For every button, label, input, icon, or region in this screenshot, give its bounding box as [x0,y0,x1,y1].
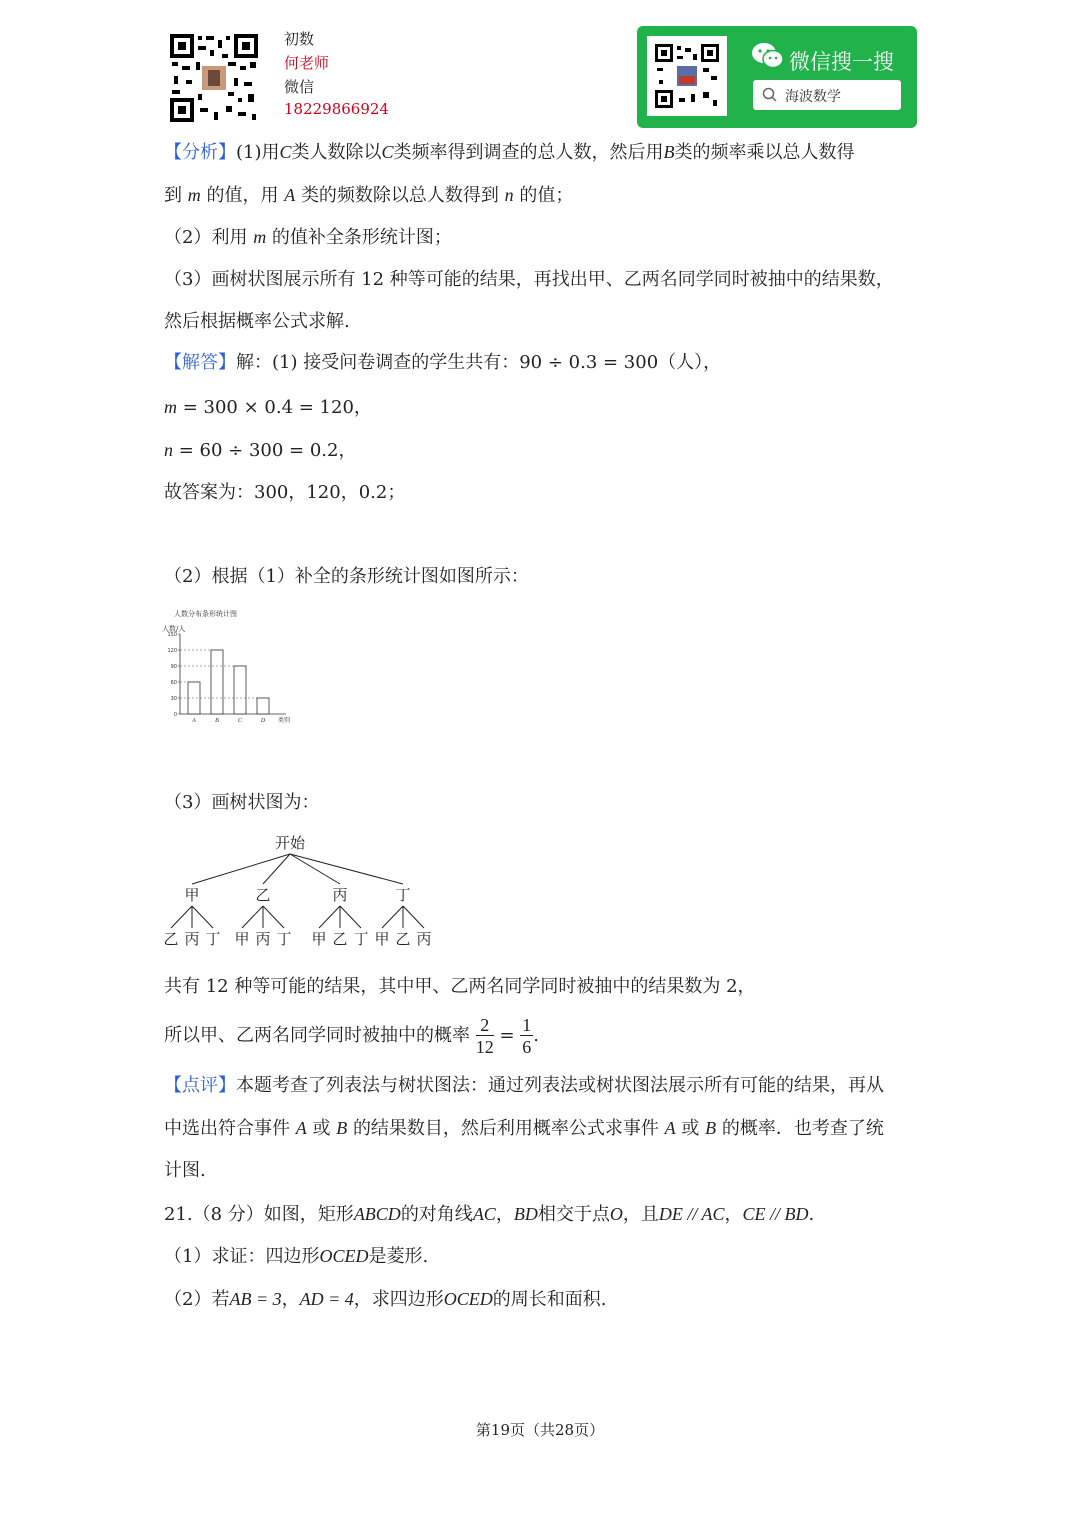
comment-tag: 【点评】 [164,1075,236,1096]
comment-line-3: 计图. [164,1160,206,1181]
text: ， [281,1289,300,1310]
header-label-2: 微信 [284,78,315,96]
answer-line-1 [164,351,721,375]
header-label-1: 初数 [284,30,315,48]
var-b: B [705,1118,717,1138]
bar-B [211,650,223,714]
text: 相交于点 [537,1204,610,1225]
math-ad: AD = 4 [299,1289,354,1309]
tree-node-level2: 乙 [332,930,348,948]
qr-code-image [168,32,260,124]
text: （2）利用 [164,227,248,248]
fraction-2-12 [476,1015,494,1058]
var-n: n [164,440,173,460]
text: 本题考查了列表法与树状图法：通过列表法或树状图法展示所有可能的结果，再从 [236,1075,884,1096]
var-b: B [663,142,675,162]
text: 中选出符合事件 [164,1118,290,1139]
header-teacher: 何老师 [284,54,330,72]
tree-node-level2: 甲 [311,930,327,948]
text: . [808,1204,815,1225]
equals: = [499,1025,515,1046]
page-footer: 第19页（共28页） [475,1421,605,1439]
math-ce-bd: CE // BD [742,1204,809,1224]
tree-node-level2: 丁 [276,930,292,948]
tree-root: 开始 [274,834,306,852]
y-tick-label: 90 [170,664,177,670]
answer-line-8 [164,1012,539,1060]
tree-node-level2: 丙 [184,930,200,948]
text: 到 [164,185,182,206]
tree-branch [290,854,340,884]
tree-node-level2: 丁 [205,930,221,948]
tree-node-level1: 丁 [395,886,411,904]
problem21-line-2 [164,1244,428,1269]
analysis-line-3 [164,225,452,250]
text: （1）求证：四边形 [164,1246,320,1267]
answer-line-3 [164,438,356,463]
chart-title: 人数分布条形统计图 [174,610,237,618]
tree-branch [192,906,213,928]
text: 是菱形. [368,1246,429,1267]
comment-line-1 [164,1074,884,1098]
tree-node-level2: 甲 [234,930,250,948]
tree-node-level1: 乙 [255,886,271,904]
var-a: A [284,185,296,205]
math-oced: OCED [319,1246,369,1266]
math-o: O [609,1204,623,1224]
problem21-line-1 [164,1202,814,1227]
analysis-line-4: （3）画树状图展示所有 12 种等可能的结果，再找出甲、乙两名同学同时被抽中的结果数， [164,269,894,290]
chart-ylabel: 人数/人 [162,625,186,633]
y-tick-label: 0 [173,712,177,718]
wechat-search-text: 海波数学 [785,89,841,105]
tree-node-level1: 丙 [332,886,348,904]
numerator: 1 [522,1014,532,1035]
var-m: m [187,185,201,205]
tree-node-level2: 丁 [353,930,369,948]
tree-branch [319,906,340,928]
var-b: B [336,1118,348,1138]
var-a: A [295,1118,307,1138]
text: 的概率．也考查了统 [721,1118,884,1139]
answer-tag: 【解答】 [164,352,236,373]
denominator: 6 [522,1036,532,1057]
text: 的周长和面积. [492,1289,607,1310]
period: . [533,1025,540,1046]
text: （2）若 [164,1289,230,1310]
var-c: C [279,142,292,162]
search-icon [762,87,778,103]
answer-line-4: 故答案为：300，120，0.2； [164,482,406,503]
var-a: A [664,1118,676,1138]
text: 类的频数除以总人数得到 [300,185,499,206]
wechat-search-title: 微信搜一搜 [789,50,894,74]
math-de-ac: DE // AC [658,1204,725,1224]
comment-line-2 [164,1116,884,1141]
text: ， [495,1204,514,1225]
wechat-search-banner [637,26,917,128]
header-phone: 18229866924 [284,100,389,118]
text: = 60 ÷ 300 = 0.2， [173,440,357,461]
tree-branch [263,906,284,928]
answer-line-5: （2）根据（1）补全的条形统计图如图所示： [164,566,529,587]
x-tick-label: A [192,718,196,724]
tree-node-level2: 丙 [255,930,271,948]
text: (1)用 [236,142,280,163]
y-tick-label: 120 [167,648,177,654]
text: ，求四边形 [353,1289,444,1310]
math-ab: AB = 3 [229,1289,282,1309]
bar-chart [160,604,300,728]
numerator: 2 [476,1015,494,1036]
analysis-line-2 [164,183,573,208]
text: 类频率得到调查的总人数，然后用 [393,142,664,163]
wechat-logo-icon [751,42,785,70]
wechat-search-box[interactable] [753,80,901,110]
tree-branch [290,854,403,884]
var-n: n [504,185,514,205]
x-tick-label: B [215,718,219,724]
tree-diagram [160,830,450,954]
text: 所以甲、乙两名同学同时被抽中的概率 [164,1025,470,1046]
answer-line-6: （3）画树状图为： [164,792,320,813]
text: = 300 × 0.4 = 120， [177,397,372,418]
tree-branch [340,906,361,928]
tree-node-level2: 甲 [374,930,390,948]
y-tick-label: 150 [167,632,177,638]
bar-D [257,698,269,714]
text: 解：(1) 接受问卷调查的学生共有：90 ÷ 0.3 = 300（人）， [236,352,722,373]
bar-C [234,666,246,714]
text: 的值； [519,185,574,206]
x-tick-label: D [260,718,266,724]
problem21-line-3 [164,1287,606,1312]
denominator: 12 [475,1036,494,1057]
text: 的结果数目，然后利用概率公式求事件 [352,1118,659,1139]
tree-node-level2: 丙 [416,930,432,948]
math-abcd: ABCD [353,1204,401,1224]
var-c: C [381,142,394,162]
tree-node-level2: 乙 [163,930,179,948]
tree-node-level2: 乙 [395,930,411,948]
tree-branch [192,854,290,884]
text: 的值补全条形统计图； [271,227,452,248]
math-bd: BD [513,1204,538,1224]
text: 的对角线 [400,1204,473,1225]
answer-line-7: 共有 12 种等可能的结果，其中甲、乙两名同学同时被抽中的结果数为 2， [164,976,756,997]
wechat-qr-image [647,36,727,116]
text: 的值，用 [206,185,279,206]
tree-branch [403,906,424,928]
x-tick-label: C [237,718,243,724]
answer-line-2 [164,395,372,420]
y-tick-label: 60 [170,680,177,686]
text: 或 [681,1118,700,1139]
analysis-line-1 [164,140,855,165]
analysis-line-5: 然后根据概率公式求解. [164,311,350,332]
var-m: m [253,227,267,247]
y-tick-label: 30 [170,696,177,702]
tree-node-level1: 甲 [184,886,200,904]
text: 21.（8 分）如图，矩形 [164,1204,354,1225]
analysis-tag: 【分析】 [164,142,236,163]
var-m: m [164,397,177,417]
tree-branch [171,906,192,928]
math-oced: OCED [443,1289,493,1309]
tree-branch [242,906,263,928]
math-ac: AC [472,1204,496,1224]
chart-xlabel: 类别 [278,717,291,724]
text: 类人数除以 [291,142,382,163]
text: 类的频率乘以总人数得 [674,142,855,163]
tree-branch [382,906,403,928]
fraction-1-6 [520,1015,533,1058]
text: 或 [312,1118,331,1139]
text: ， [724,1204,743,1225]
text: ，且 [622,1204,659,1225]
